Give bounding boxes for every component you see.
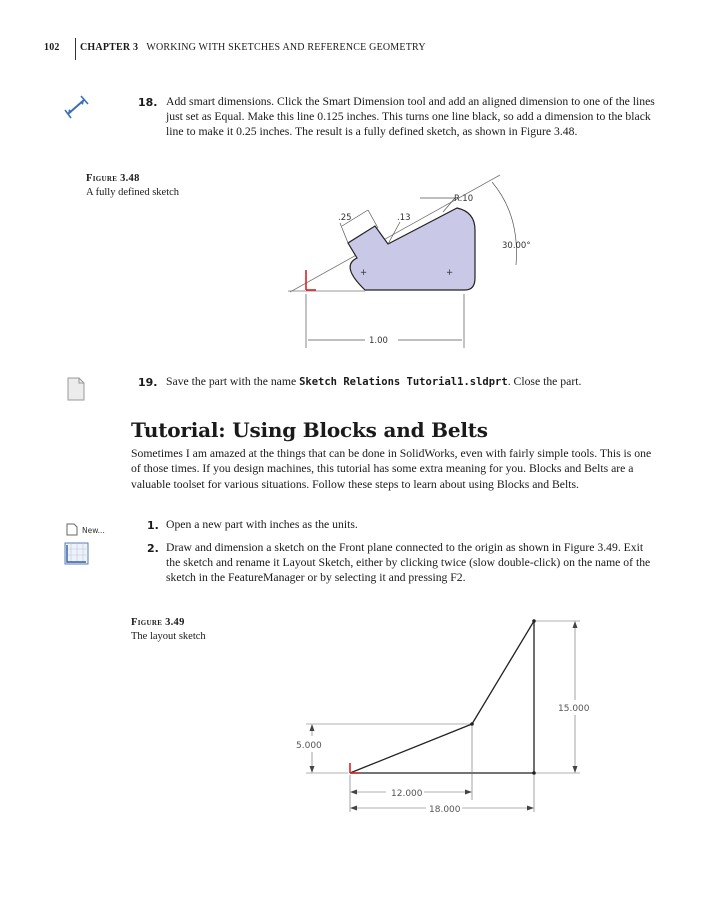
dim-width: 1.00: [369, 336, 388, 346]
chapter-label: CHAPTER 3: [80, 42, 139, 53]
figure-3-48-caption: [86, 172, 179, 200]
smart-dimension-icon: [62, 92, 96, 122]
step-text: Open a new part with inches as the units.: [166, 518, 358, 531]
new-button-label: New...: [82, 526, 105, 535]
figure-label: Figure 3.48: [86, 173, 140, 184]
step-number: 2.: [147, 542, 159, 555]
figure-label: Figure 3.49: [131, 617, 185, 628]
filename: Sketch Relations Tutorial1.sldprt: [299, 376, 508, 388]
new-document-icon: [66, 523, 78, 536]
svg-text:+: +: [446, 268, 454, 278]
figure-3-48-sketch: [280, 170, 560, 355]
running-head: [44, 42, 426, 53]
figure-3-49-caption: [131, 616, 206, 644]
step-text: [166, 374, 656, 390]
figure-caption: A fully defined sketch: [86, 187, 180, 198]
step-text-before: Save the part with the name: [166, 375, 300, 388]
document-icon: [66, 376, 86, 402]
svg-text:+: +: [360, 268, 368, 278]
step-text-after: . Close the part.: [507, 375, 582, 388]
new-button: [66, 520, 105, 538]
step-number: 1.: [147, 519, 159, 532]
lower-slope-line: [350, 724, 472, 773]
step-number: 18.: [138, 96, 158, 109]
figure-caption: The layout sketch: [131, 631, 206, 642]
dim-12: 12.000: [391, 789, 423, 799]
dim-15: 15.000: [558, 704, 590, 714]
dim-25: .25: [338, 213, 352, 223]
dim-5: 5.000: [296, 741, 322, 751]
sketch-icon: [64, 542, 90, 566]
upper-slope-line: [472, 621, 534, 724]
dim-radius: R.10: [454, 194, 474, 204]
chapter-title: WORKING WITH SKETCHES AND REFERENCE GEOMETRY: [146, 42, 426, 53]
dim-angle: 30.00°: [502, 241, 531, 251]
step-text: Add smart dimensions. Click the Smart Dimension tool and add an aligned dimension to one of the lines just set as Equal. Make this line 0.125 inches. This turns one line black, so add a dimension to the black line to make it 0.25 inches. The result is a fully defined sketch, as shown in Figure 3.48.: [166, 95, 655, 139]
step-text: Draw and dimension a sketch on the Front plane connected to the origin as shown in Figure 3.49. Exit the sketch and rename it Layout Sketch, either by clicking twice (slow double-click) on the name of the sketch in the FeatureManager or by selecting it and pressing F2.: [166, 541, 651, 585]
page-number: 102: [44, 42, 60, 53]
step-number: 19.: [138, 376, 158, 389]
dim-18: 18.000: [429, 805, 461, 815]
header-divider: [75, 38, 76, 60]
tutorial-heading: Tutorial: Using Blocks and Belts: [131, 418, 488, 442]
figure-3-49-sketch: [290, 612, 610, 822]
tutorial-intro: Sometimes I am amazed at the things that can be done in SolidWorks, even with fairly simple tools. This is one of those times. If you design machines, this tutorial has some extra meaning for you. Blocks and Belts are a valuable toolset for various situations. Follow these steps to learn about using Blocks and Belts.: [131, 447, 652, 491]
dim-13: .13: [397, 213, 411, 223]
chapter-heading: [80, 42, 426, 53]
